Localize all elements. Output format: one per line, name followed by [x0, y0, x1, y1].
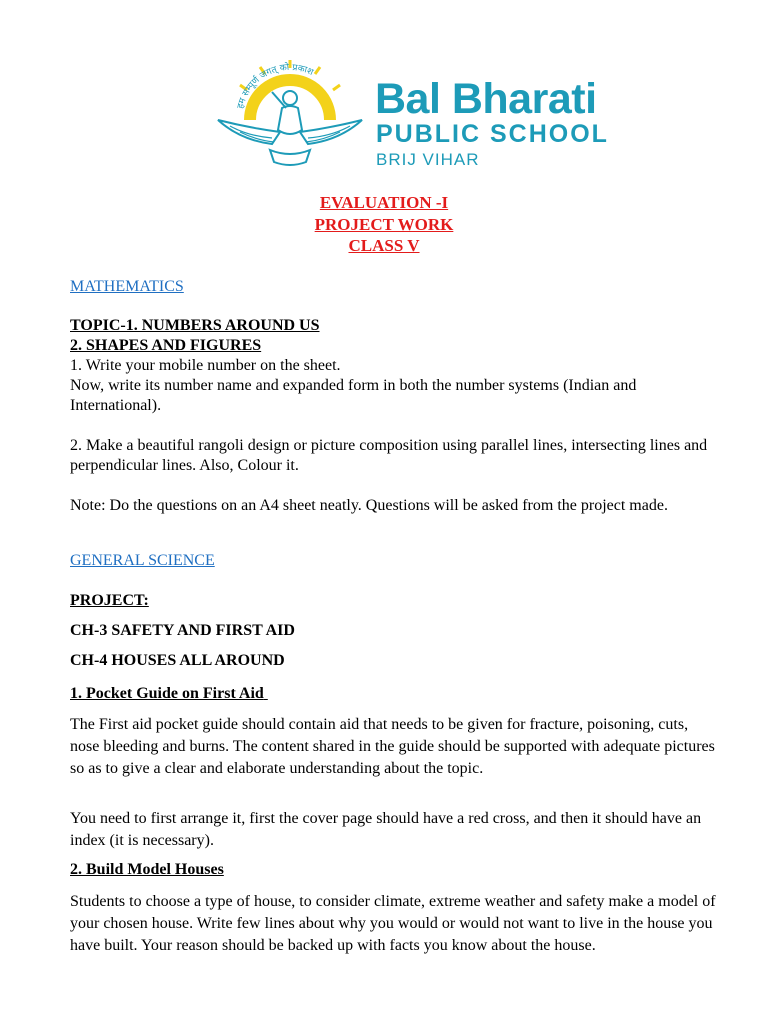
heading-project-work: PROJECT WORK — [314, 214, 454, 234]
question-1-line1: 1. Write your mobile number on the sheet. — [70, 357, 341, 374]
item-1-para-1: The First aid pocket guide should contain aid that needs to be given for fracture, poisoning, cuts, nose bleeding and burns. The content shared in the guide should be supported with adequate pictures so as to give a clear and elaborate understanding about the topic. — [70, 716, 715, 777]
subject-title-science: GENERAL SCIENCE — [70, 552, 215, 569]
question-2: 2. Make a beautiful rangoli design or picture composition using parallel lines, intersecting lines and perpendicular lines. Also, Colour it. — [70, 437, 708, 474]
science-project-label: PROJECT: — [70, 592, 149, 609]
school-emblem-icon — [210, 58, 370, 178]
mathematics-title-block — [70, 277, 720, 297]
item-2-para: Students to choose a type of house, to consider climate, extreme weather and safety make a model of your chosen house. Write few lines about why you would or would not want to live in the house you have built. Your reason should be backed up with facts you know about the house. — [70, 893, 716, 954]
item-1-title: 1. Pocket Guide on First Aid — [70, 685, 264, 702]
mathematics-section — [70, 316, 720, 516]
heading-class: CLASS V — [348, 236, 420, 255]
science-ch4: CH-4 HOUSES ALL AROUND — [70, 652, 285, 669]
item-1-para-2: You need to first arrange it, first the cover page should have a red cross, and then it should have an index (it is necessary). — [70, 810, 702, 849]
document-heading — [0, 192, 768, 257]
science-title-block — [70, 551, 720, 571]
topic-2: 2. SHAPES AND FIGURES — [70, 337, 262, 354]
school-branch: BRIJ VIHAR — [376, 150, 480, 169]
heading-evaluation: EVALUATION -I — [319, 193, 449, 212]
school-subtitle: PUBLIC SCHOOL — [376, 120, 609, 148]
school-name: Bal Bharati — [375, 75, 597, 123]
question-1-line2: Now, write its number name and expanded form in both the number systems (Indian and International). — [70, 377, 637, 414]
item-2-title: 2. Build Model Houses — [70, 861, 224, 878]
math-note: Note: Do the questions on an A4 sheet neatly. Questions will be asked from the project made. — [70, 497, 668, 514]
science-ch3: CH-3 SAFETY AND FIRST AID — [70, 622, 295, 639]
topic-1: TOPIC-1. NUMBERS AROUND US — [70, 317, 320, 334]
school-logo — [210, 58, 650, 178]
subject-title-mathematics: MATHEMATICS — [70, 278, 184, 295]
emblem-motto: हम सम्पूर्ण जगत् को प्रकाश — [235, 62, 315, 110]
